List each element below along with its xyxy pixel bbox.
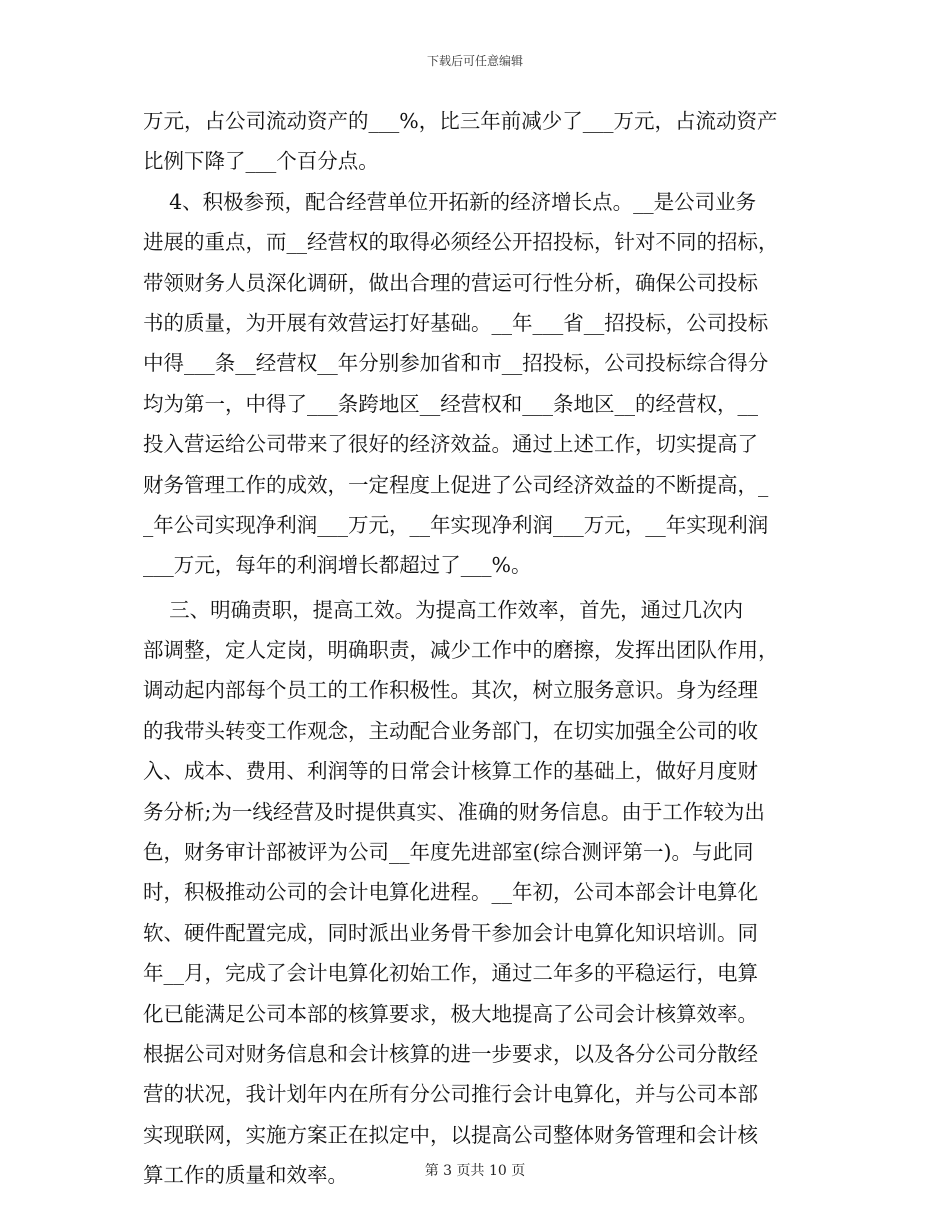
text-line: 带领财务人员深化调研，做出合理的营运可行性分析，确保公司投标	[143, 270, 758, 295]
text-line: 营的状况，我计划年内在所有分公司推行会计电算化，并与公司本部	[143, 1082, 758, 1107]
text-line: 年__月，完成了会计电算化初始工作，通过二年多的平稳运行，电算	[143, 961, 758, 986]
text-line: 财务管理工作的成效，一定程度上促进了公司经济效益的不断提高，_	[143, 472, 769, 497]
text-line: 三、明确责职，提高工效。为提高工作效率，首先，通过几次内	[143, 597, 744, 622]
text-line: 投入营运给公司带来了很好的经济效益。通过上述工作，切实提高了	[143, 432, 758, 457]
text-line: 实现联网，实施方案正在拟定中，以提高公司整体财务管理和会计核	[143, 1122, 758, 1147]
paragraph-3	[143, 590, 813, 1196]
text-line: 中得___条__经营权__年分别参加省和市__招投标，公司投标综合得分	[143, 351, 769, 376]
text-line: 4、积极参预，配合经营单位开拓新的经济增长点。__是公司业务	[143, 189, 757, 214]
document-body	[143, 101, 813, 1196]
text-line: 进展的重点，而__经营权的取得必须经公开招投标，针对不同的招标，	[143, 230, 779, 255]
text-line: 化已能满足公司本部的核算要求，极大地提高了公司会计核算效率。	[143, 1001, 758, 1026]
text-line: 算工作的质量和效率。	[143, 1163, 348, 1188]
text-line: _年公司实现净利润___万元，__年实现净利润___万元，__年实现利润	[143, 512, 769, 537]
page-header: 下载后可任意编辑	[426, 54, 523, 68]
text-line: 色，财务审计部被评为公司__年度先进部室(综合测评第一)。与此同	[143, 840, 754, 865]
paragraph-2	[143, 182, 813, 586]
text-line: 比例下降了___个百分点。	[143, 149, 379, 174]
text-line: 时，积极推动公司的会计电算化进程。__年初，公司本部会计电算化	[143, 880, 758, 905]
text-line: 软、硬件配置完成，同时派出业务骨干参加会计电算化知识培训。同	[143, 920, 758, 945]
text-line: 均为第一，中得了___条跨地区__经营权和___条地区__的经营权，__	[143, 391, 758, 416]
text-line: 入、成本、费用、利润等的日常会计核算工作的基础上，做好月度财	[143, 759, 758, 784]
paragraph-1	[143, 101, 813, 182]
text-line: 根据公司对财务信息和会计核算的进一步要求，以及各分公司分散经	[143, 1041, 758, 1066]
text-line: ___万元，每年的利润增长都超过了___%。	[143, 553, 532, 578]
text-line: 的我带头转变工作观念，主动配合业务部门，在切实加强全公司的收	[143, 718, 758, 743]
text-line: 调动起内部每个员工的工作积极性。其次，树立服务意识。身为经理	[143, 678, 758, 703]
text-line: 万元，占公司流动资产的___%，比三年前减少了___万元，占流动资产	[143, 109, 778, 133]
page-number: 第 3 页共 10 页	[424, 1163, 526, 1179]
text-line: 务分析;为一线经营及时提供真实、准确的财务信息。由于工作较为出	[143, 799, 765, 824]
text-line: 书的质量，为开展有效营运打好基础。__年___省__招投标，公司投标	[143, 310, 769, 335]
text-line: 部调整，定人定岗，明确职责，减少工作中的磨擦，发挥出团队作用，	[143, 638, 779, 663]
